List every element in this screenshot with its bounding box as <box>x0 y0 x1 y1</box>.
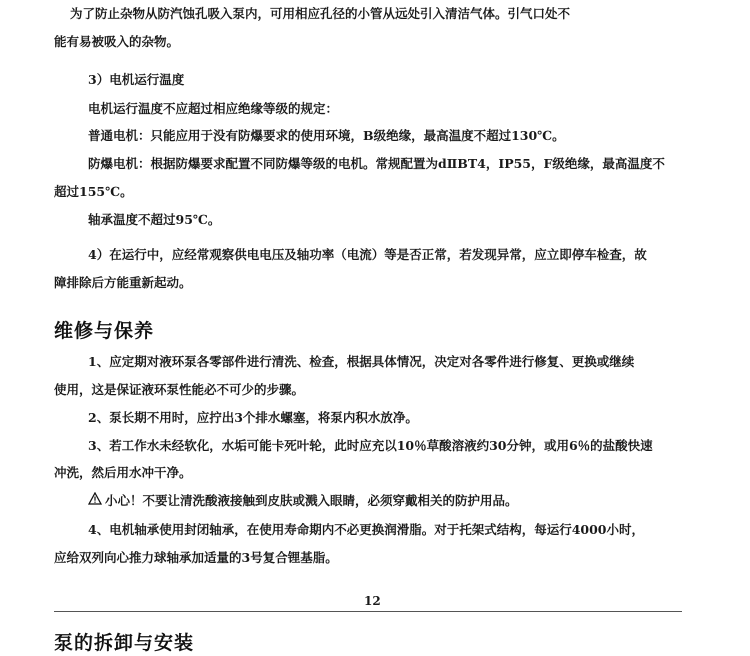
paragraph-line: 4、电机轴承使用封闭轴承，在使用寿命期内不必更换润滑脂。对于托架式结构，每运行4000小时， <box>88 522 644 537</box>
paragraph-line: 轴承温度不超过95℃。 <box>88 212 221 227</box>
warning-triangle-icon <box>88 492 105 509</box>
paragraph-line: 冲洗，然后用水冲干净。 <box>54 465 192 480</box>
paragraph-line: 1、应定期对液环泵各零部件进行清洗、检查，根据具体情况，决定对各零件进行修复、更换或继续 <box>88 354 635 369</box>
page-number: 12 <box>364 594 381 608</box>
warning-text: 小心！不要让清洗酸液接触到皮肤或溅入眼睛，必须穿戴相关的防护用品。 <box>105 492 518 508</box>
paragraph-line: 为了防止杂物从防汽蚀孔吸入泵内，可用相应孔径的小管从远处引入清洁气体。引气口处不 <box>70 6 571 21</box>
section-heading-disassembly: 泵的拆卸与安装 <box>54 632 195 654</box>
paragraph-line: 2、泵长期不用时，应拧出3个排水螺塞，将泵内积水放净。 <box>88 410 418 425</box>
paragraph-line: 能有易被吸入的杂物。 <box>54 34 180 49</box>
paragraph-line: 障排除后方能重新起动。 <box>54 275 192 290</box>
paragraph-line: 4）在运行中，应经常观察供电电压及轴功率（电流）等是否正常，若发现异常，应立即停车检查，故 <box>88 247 647 262</box>
paragraph-line: 电机运行温度不应超过相应绝缘等级的规定： <box>88 101 339 116</box>
paragraph-line: 防爆电机：根据防爆要求配置不同防爆等级的电机。常规配置为dⅡBT4，IP55，F级绝缘，最高温度不 <box>88 156 665 171</box>
paragraph-line: 3、若工作水未经软化，水垢可能卡死叶轮，此时应充以10％草酸溶液约30分钟，或用6％的盐酸快速 <box>88 438 653 453</box>
section-title-motor-temperature: 3）电机运行温度 <box>88 72 185 87</box>
paragraph-line: 普通电机：只能应用于没有防爆要求的使用环境，B级绝缘，最高温度不超过130℃。 <box>88 128 565 143</box>
paragraph-line: 使用，这是保证液环泵性能必不可少的步骤。 <box>54 382 305 397</box>
warning-notice <box>88 492 518 509</box>
paragraph-line: 超过155℃。 <box>54 184 133 199</box>
section-heading-maintenance: 维修与保养 <box>54 320 155 342</box>
page-divider <box>54 611 682 612</box>
paragraph-line: 应给双列向心推力球轴承加适量的3号复合锂基脂。 <box>54 550 338 565</box>
